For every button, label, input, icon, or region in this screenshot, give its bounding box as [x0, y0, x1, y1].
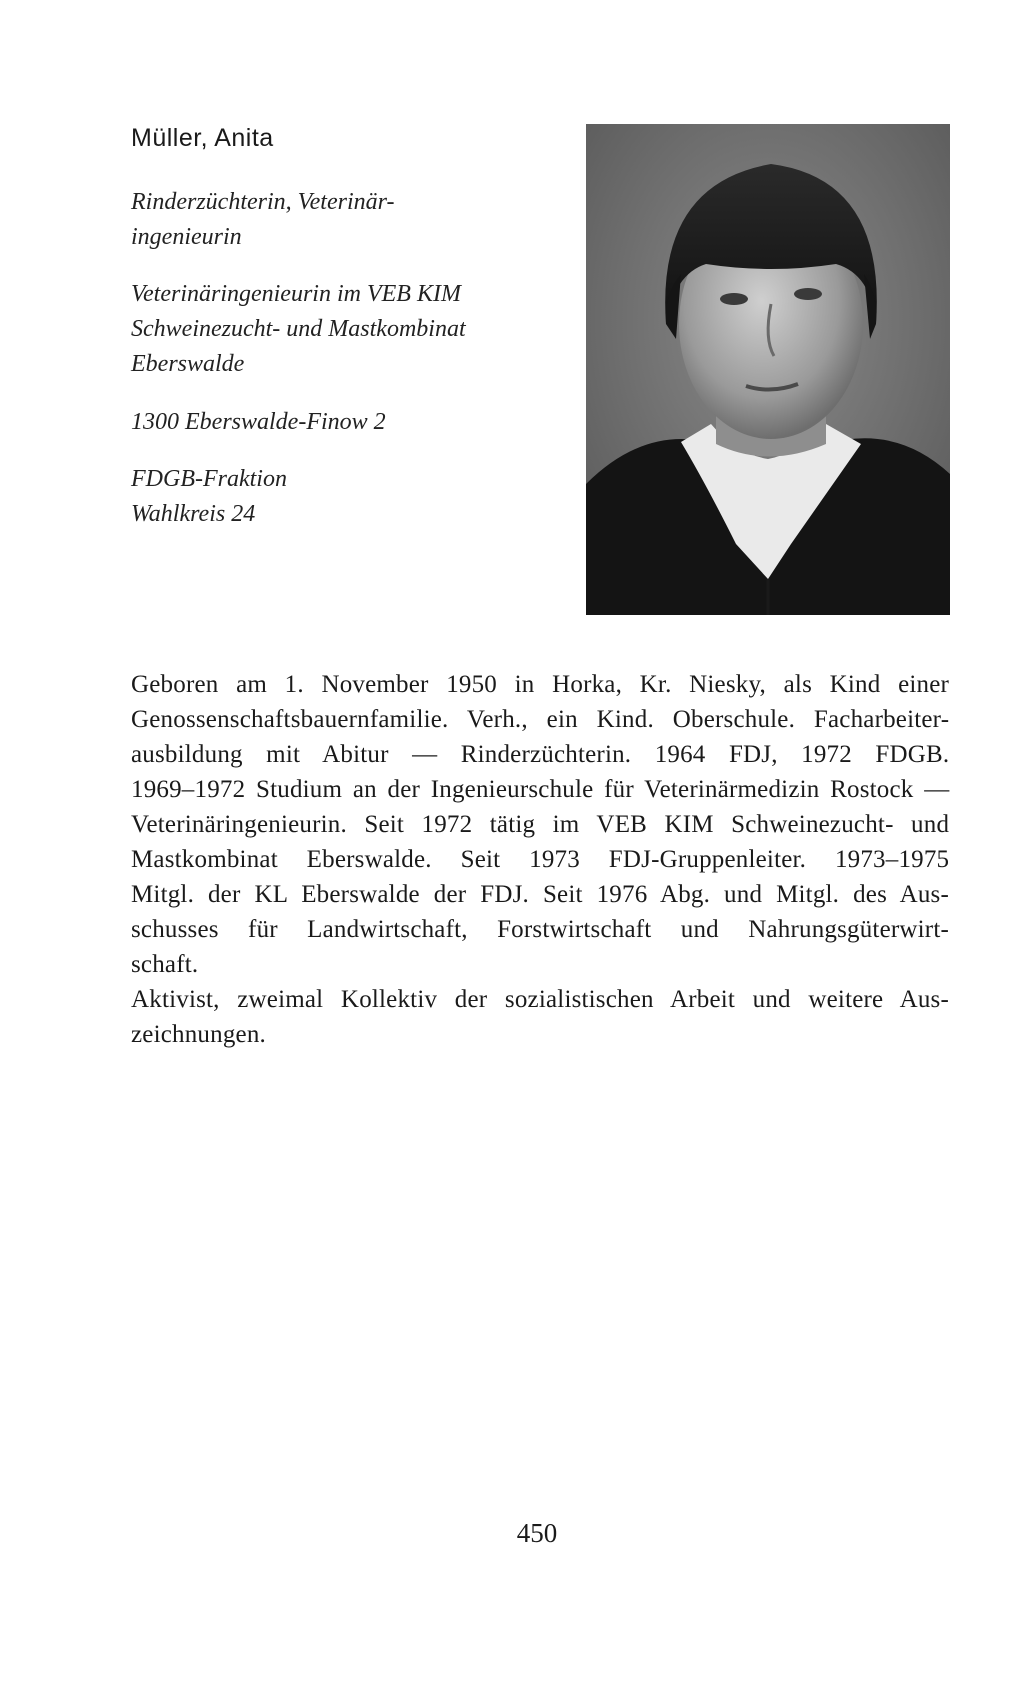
- biography-line: Geboren am 1. November 1950 in Horka, Kr. Niesky, als Kind einer: [131, 671, 950, 698]
- biography-line: ausbildung mit Abitur — Rinderzüchterin. 1964 FDJ, 1972 FDGB.: [131, 741, 950, 768]
- person-name: Müller, Anita: [131, 124, 274, 152]
- biography-line: schusses für Landwirtschaft, Forstwirtschaft und Nahrungsgüterwirt-: [131, 916, 949, 943]
- biography-line: 1969–1972 Studium an der Ingenieurschule für Veterinärmedizin Rostock —: [131, 776, 950, 803]
- biography-line: Mastkombinat Eberswalde. Seit 1973 FDJ-Gruppenleiter. 1973–1975: [131, 846, 950, 873]
- position-line: Veterinäringenieurin im VEB KIM: [131, 281, 461, 307]
- biography-line: schaft.: [131, 951, 199, 978]
- faction: [131, 462, 287, 532]
- occupation-line: Rinderzüchterin, Veterinär-: [131, 189, 395, 215]
- position-line: Eberswalde: [131, 351, 245, 377]
- address: 1300 Eberswalde-Finow 2: [131, 409, 386, 435]
- biography: [131, 667, 949, 1052]
- occupation: [131, 185, 471, 255]
- biography-line: zeichnungen.: [131, 1021, 266, 1048]
- biography-line: Veterinäringenieurin. Seit 1972 tätig im VEB KIM Schweinezucht- und: [131, 811, 950, 838]
- biography-line: Genossenschaftsbauernfamilie. Verh., ein Kind. Oberschule. Facharbeiter-: [131, 706, 950, 733]
- occupation-line: ingenieurin: [131, 224, 242, 250]
- position: [131, 277, 511, 382]
- faction-line: FDGB-Fraktion: [131, 466, 287, 492]
- page-number: 450: [516, 1518, 558, 1548]
- position-line: Schweinezucht- und Mastkombinat: [131, 316, 466, 342]
- portrait-photo: [586, 124, 950, 615]
- biography-line: Mitgl. der KL Eberswalde der FDJ. Seit 1976 Abg. und Mitgl. des Aus-: [131, 881, 949, 908]
- biography-line: Aktivist, zweimal Kollektiv der sozialistischen Arbeit und weitere Aus-: [131, 986, 949, 1013]
- faction-line: Wahlkreis 24: [131, 501, 256, 527]
